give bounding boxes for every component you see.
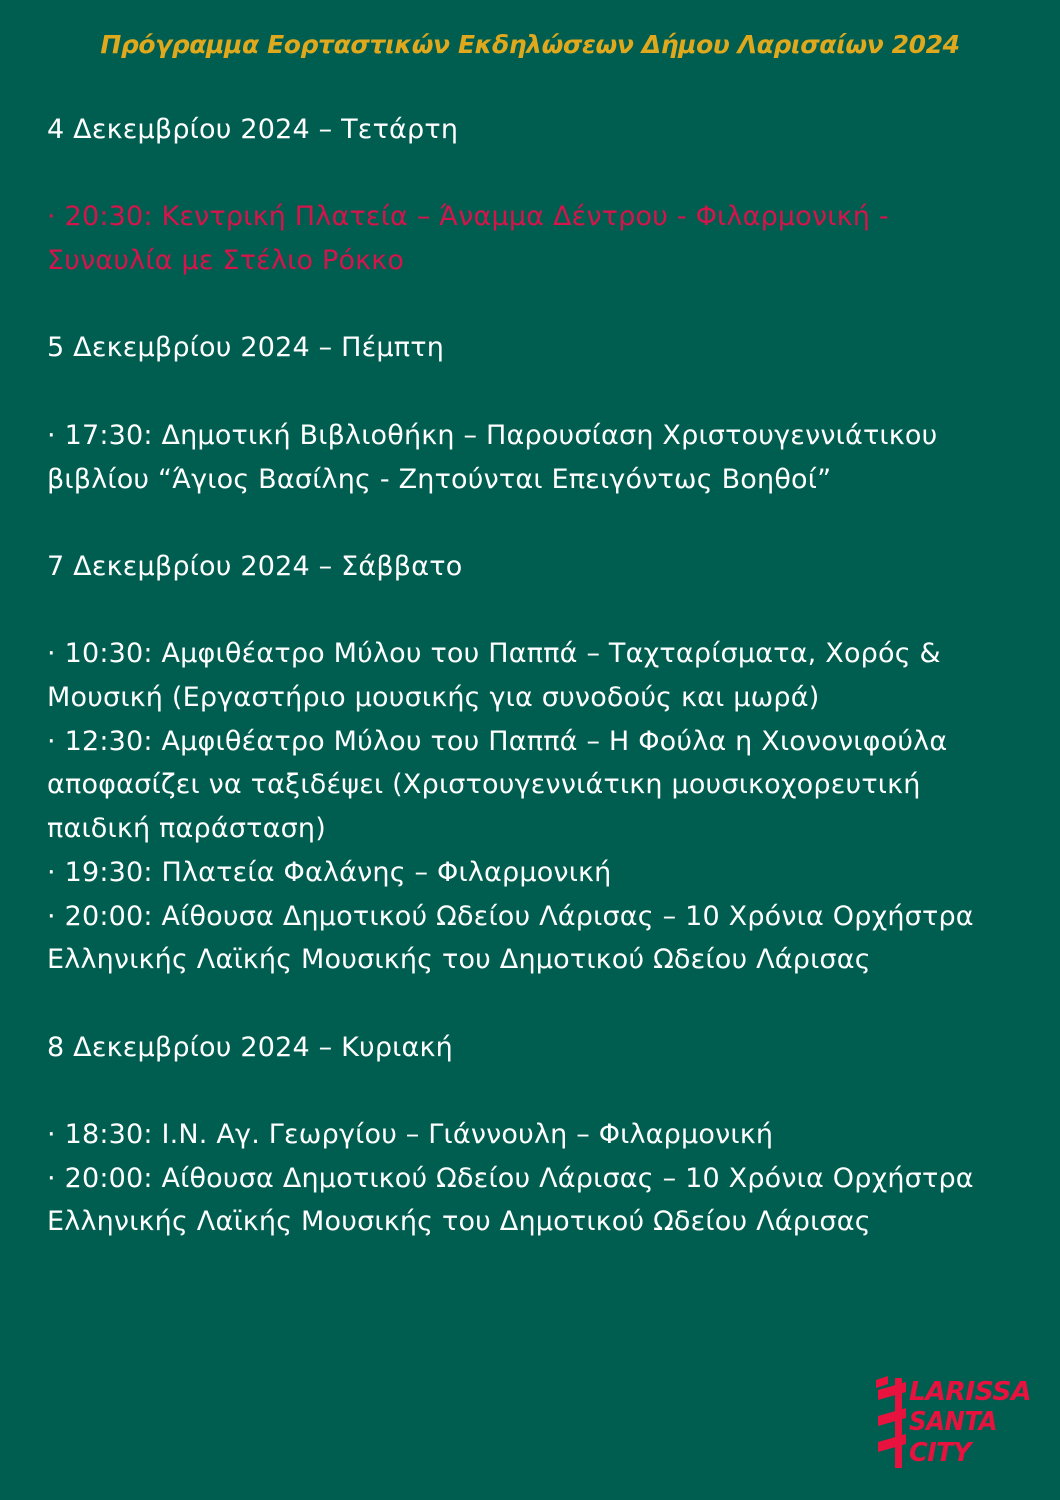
day-heading: 5 Δεκεμβρίου 2024 – Πέμπτη	[47, 332, 445, 364]
event-item: · 10:30: Αμφιθέατρο Μύλου του Παππά – Ταχταρίσματα, Χορός & Μουσική (Εργαστήριο μουσικής για συνοδούς και μωρά)	[47, 638, 941, 714]
event-item: · 12:30: Αμφιθέατρο Μύλου του Παππά – Η Φούλα η Χιονονιφούλα αποφασίζει να ταξιδέψει (Χριστουγεννιάτικη μουσικοχορευτική παιδική παράσταση)	[47, 725, 948, 845]
day-section	[47, 108, 1007, 326]
day-section	[47, 545, 1007, 1026]
page-title: Πρόγραμμα Εορταστικών Εκδηλώσεων Δήμου Λαρισαίων 2024	[100, 30, 960, 59]
event-item: · 18:30: Ι.Ν. Αγ. Γεωργίου – Γιάννουλη – Φιλαρμονική	[47, 1119, 774, 1151]
event-item: · 20:00: Αίθουσα Δημοτικού Ωδείου Λάρισας – 10 Χρόνια Ορχήστρα Ελληνικής Λαϊκής Μουσικής του Δημοτικού Ωδείου Λάρισας	[47, 900, 974, 976]
santa-tree-icon	[876, 1372, 1036, 1470]
day-section	[47, 1026, 1007, 1245]
day-heading: 8 Δεκεμβρίου 2024 – Κυριακή	[47, 1031, 453, 1063]
day-heading: 4 Δεκεμβρίου 2024 – Τετάρτη	[47, 114, 459, 145]
event-item: · 20:00: Αίθουσα Δημοτικού Ωδείου Λάρισας – 10 Χρόνια Ορχήστρα Ελληνικής Λαϊκής Μουσικής του Δημοτικού Ωδείου Λάρισας	[47, 1162, 974, 1238]
larissa-santa-city-logo	[876, 1372, 1036, 1470]
day-section	[47, 326, 1007, 544]
event-item: · 17:30: Δημοτική Βιβλιοθήκη – Παρουσίαση Χριστουγεννιάτικου βιβλίου “Άγιος Βασίλης - Ζητούνται Επειγόντως Βοηθοί”	[47, 419, 938, 495]
logo-line-2: SANTA	[909, 1407, 997, 1437]
day-heading: 7 Δεκεμβρίου 2024 – Σάββατο	[47, 550, 463, 582]
event-item: · 20:30: Κεντρική Πλατεία – Άναμμα Δέντρου - Φιλαρμονική - Συναυλία με Στέλιο Ρόκκο	[47, 201, 889, 277]
event-item: · 19:30: Πλατεία Φαλάνης – Φιλαρμονική	[47, 856, 612, 888]
logo-line-3: CITY	[909, 1438, 975, 1468]
logo-line-1: LARISSA	[909, 1377, 1031, 1407]
schedule	[47, 108, 1007, 1244]
